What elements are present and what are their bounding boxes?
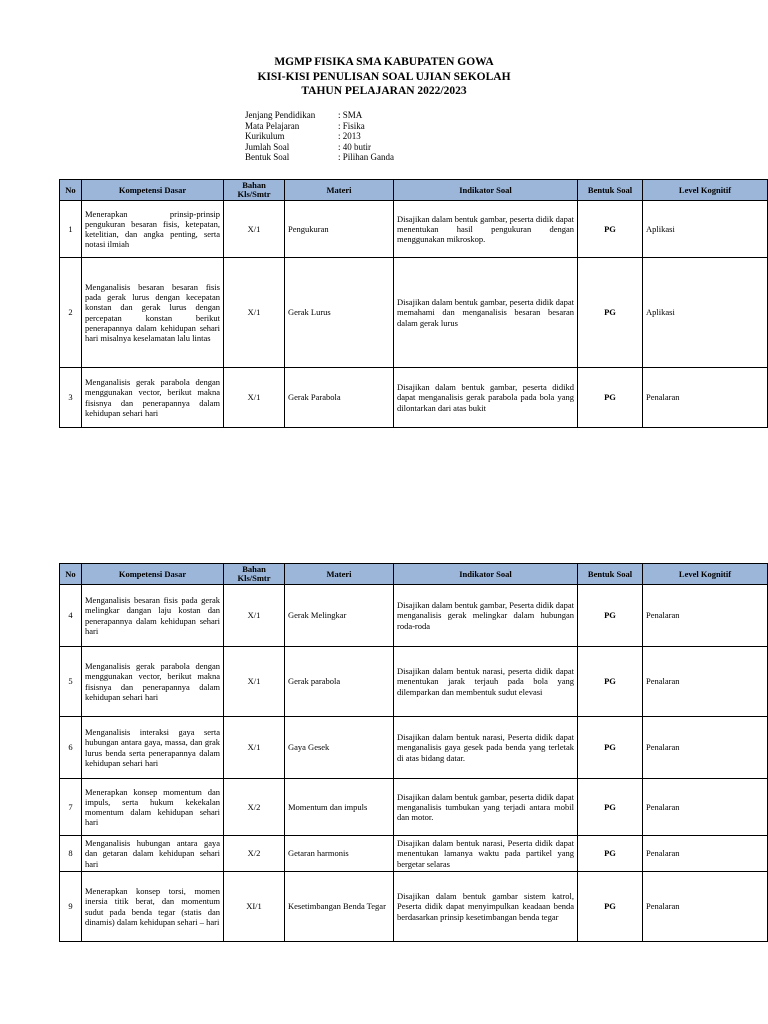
col-materi-header: Materi (285, 180, 394, 201)
meta-row (245, 131, 394, 142)
doc-title-line2: KISI-KISI PENULISAN SOAL UJIAN SEKOLAH (257, 71, 511, 83)
cell-level-kognitif: Aplikasi (643, 201, 768, 258)
col-indikator-soal-header: Indikator Soal (394, 180, 578, 201)
cell-kompetensi-dasar: Menganalisis hubungan antara gaya dan getaran dalam kehidupan sehari hari (82, 836, 224, 872)
cell-level-kognitif: Penalaran (643, 717, 768, 779)
cell-materi: Kesetimbangan Benda Tegar (285, 872, 394, 942)
cell-materi: Momentum dan impuls (285, 779, 394, 836)
cell-bentuk-soal: PG (578, 717, 643, 779)
cell-bentuk-soal: PG (578, 585, 643, 647)
cell-bentuk-soal: PG (578, 258, 643, 368)
table-row (60, 872, 768, 942)
cell-materi: Gerak Melingkar (285, 585, 394, 647)
cell-level-kognitif: Penalaran (643, 779, 768, 836)
cell-level-kognitif: Penalaran (643, 836, 768, 872)
cell-materi: Getaran harmonis (285, 836, 394, 872)
cell-bentuk-soal: PG (578, 647, 643, 717)
cell-bentuk-soal: PG (578, 201, 643, 258)
col-no-header: No (60, 564, 82, 585)
meta-value: : 2013 (338, 131, 361, 141)
col-kompetensi-dasar-header: Kompetensi Dasar (82, 180, 224, 201)
cell-bentuk-soal: PG (578, 836, 643, 872)
meta-value: : 40 butir (338, 141, 371, 152)
cell-bentuk-soal: PG (578, 872, 643, 942)
cell-no: 8 (60, 836, 82, 872)
meta-label: Mata Pelajaran (245, 120, 300, 131)
cell-level-kognitif: Penalaran (643, 647, 768, 717)
cell-bahan: X/2 (224, 836, 285, 872)
table-row (60, 647, 768, 717)
cell-kompetensi-dasar: Menganalisis gerak parabola dengan menggunakan vector, berikut makna fisisnya dan penerapannya dalam kehidupan sehari hari (82, 647, 224, 717)
cell-materi: Gerak Lurus (285, 258, 394, 368)
cell-bahan: X/2 (224, 779, 285, 836)
cell-materi: Gerak Parabola (285, 368, 394, 428)
cell-bentuk-soal: PG (578, 779, 643, 836)
cell-bahan: X/1 (224, 368, 285, 428)
col-level-kognitif-header: Level Kognitif (643, 564, 768, 585)
cell-bahan: XI/1 (224, 872, 285, 942)
meta-row (245, 152, 394, 163)
table-header (60, 564, 768, 585)
meta-label: Bentuk Soal (245, 152, 290, 162)
cell-bahan: X/1 (224, 258, 285, 368)
meta-label: Jumlah Soal (245, 141, 290, 152)
table-row (60, 836, 768, 872)
kisi-table-page1 (59, 179, 768, 428)
cell-kompetensi-dasar: Menerapkan prinsip-prinsip pengukuran besaran fisis, ketepatan, ketelitian, dan angka penting, serta notasi ilmiah (82, 201, 224, 258)
cell-indikator-soal: Disajikan dalam bentuk gambar, peserta didik dapat memahami dan menganalisis besaran besaran dalam gerak lurus (394, 258, 578, 368)
col-bahan-header: Bahan Kls/Smtr (224, 564, 285, 585)
cell-level-kognitif: Penalaran (643, 368, 768, 428)
cell-kompetensi-dasar: Menerapkan konsep torsi, momen inersia titik berat, dan momentum sudut pada benda tegar (statis dan dinamis) dalam kehidupan sehari – hari (82, 872, 224, 942)
cell-materi: Gerak parabola (285, 647, 394, 717)
col-level-kognitif-header: Level Kognitif (643, 180, 768, 201)
table-row (60, 258, 768, 368)
col-bentuk-soal-header: Bentuk Soal (578, 564, 643, 585)
cell-no: 1 (60, 201, 82, 258)
cell-kompetensi-dasar: Menerapkan konsep momentum dan impuls, serta hukum kekekalan momentum dalam kehidupan sehari hari (82, 779, 224, 836)
cell-indikator-soal: Disajikan dalam bentuk gambar, peserta didikd dapat menganalisis gerak parabola pada bola yang dilontarkan dari atas bukit (394, 368, 578, 428)
doc-title-line1: MGMP FISIKA SMA KABUPATEN GOWA (274, 56, 494, 68)
table-row (60, 368, 768, 428)
cell-indikator-soal: Disajikan dalam bentuk gambar, Peserta didik dapat menganalisis gerak melingkar dalam hubungan roda-roda (394, 585, 578, 647)
col-kompetensi-dasar-header: Kompetensi Dasar (82, 564, 224, 585)
cell-no: 5 (60, 647, 82, 717)
cell-bahan: X/1 (224, 201, 285, 258)
doc-title-line3: TAHUN PELAJARAN 2022/2023 (301, 85, 467, 97)
col-materi-header: Materi (285, 564, 394, 585)
cell-indikator-soal: Disajikan dalam bentuk narasi, Peserta didik dapat menentukan lamanya waktu pada partikel yang bergetar selaras (394, 836, 578, 872)
col-no-header: No (60, 180, 82, 201)
meta-row (245, 110, 394, 121)
cell-level-kognitif: Aplikasi (643, 258, 768, 368)
meta-value: : Pilihan Ganda (338, 152, 394, 162)
meta-row (245, 142, 394, 153)
cell-kompetensi-dasar: Menganalisis besaran besaran fisis pada gerak lurus dengan kecepatan konstan dan gerak lurus dengan percepatan konstan berikut penerapannya dalam kehidupan sehari hari misalnya keselamatan lalu lintas (82, 258, 224, 368)
cell-no: 3 (60, 368, 82, 428)
cell-level-kognitif: Penalaran (643, 585, 768, 647)
cell-materi: Gaya Gesek (285, 717, 394, 779)
cell-no: 6 (60, 717, 82, 779)
table-row (60, 201, 768, 258)
cell-indikator-soal: Disajikan dalam bentuk gambar, peserta didik dapat menentukan hasil pengukuran dengan menggunakan mikroskop. (394, 201, 578, 258)
meta-label: Jenjang Pendidikan (245, 110, 316, 120)
cell-indikator-soal: Disajikan dalam bentuk gambar, peserta didik dapat menganalisis tumbukan yang terjadi antara mobil dan motor. (394, 779, 578, 836)
cell-no: 2 (60, 258, 82, 368)
meta-label: Kurikulum (245, 131, 285, 141)
cell-indikator-soal: Disajikan dalam bentuk narasi, peserta didik dapat menentukan jarak terjauh pada bola yang dilemparkan dan membentuk sudut elevasi (394, 647, 578, 717)
cell-no: 7 (60, 779, 82, 836)
cell-materi: Pengukuran (285, 201, 394, 258)
meta-value: : Fisika (338, 120, 365, 131)
cell-kompetensi-dasar: Menganalisis besaran fisis pada gerak melingkar dangan laju kostan dan penerapannya dalam kehidupan sehari hari (82, 585, 224, 647)
cell-kompetensi-dasar: Menganalisis interaksi gaya serta hubungan antara gaya, massa, dan grak lurus benda serta penerapannya dalam kehidupan sehari hari (82, 717, 224, 779)
table-row (60, 779, 768, 836)
table-row (60, 585, 768, 647)
meta-row (245, 121, 394, 132)
cell-kompetensi-dasar: Menganalisis gerak parabola dengan menggunakan vector, berikut makna fisisnya dan penerapannya dalam kehidupan sehari hari (82, 368, 224, 428)
cell-level-kognitif: Penalaran (643, 872, 768, 942)
col-bahan-header: Bahan Kls/Smtr (224, 180, 285, 201)
kisi-table-page2 (59, 563, 768, 942)
table-header (60, 180, 768, 201)
cell-bahan: X/1 (224, 647, 285, 717)
cell-indikator-soal: Disajikan dalam bentuk gambar sistem katrol, Peserta didik dapat menyimpulkan keadaan benda berdasarkan prinsip kesetimbangan benda tegar (394, 872, 578, 942)
table-row (60, 717, 768, 779)
col-indikator-soal-header: Indikator Soal (394, 564, 578, 585)
cell-bahan: X/1 (224, 717, 285, 779)
meta-value: : SMA (338, 110, 363, 120)
cell-bahan: X/1 (224, 585, 285, 647)
cell-no: 4 (60, 585, 82, 647)
meta-info (245, 110, 394, 163)
cell-indikator-soal: Disajikan dalam bentuk narasi, Peserta didik dapat menganalisis gaya gesek pada benda yang terletak di atas bidang datar. (394, 717, 578, 779)
col-bentuk-soal-header: Bentuk Soal (578, 180, 643, 201)
cell-bentuk-soal: PG (578, 368, 643, 428)
cell-no: 9 (60, 872, 82, 942)
